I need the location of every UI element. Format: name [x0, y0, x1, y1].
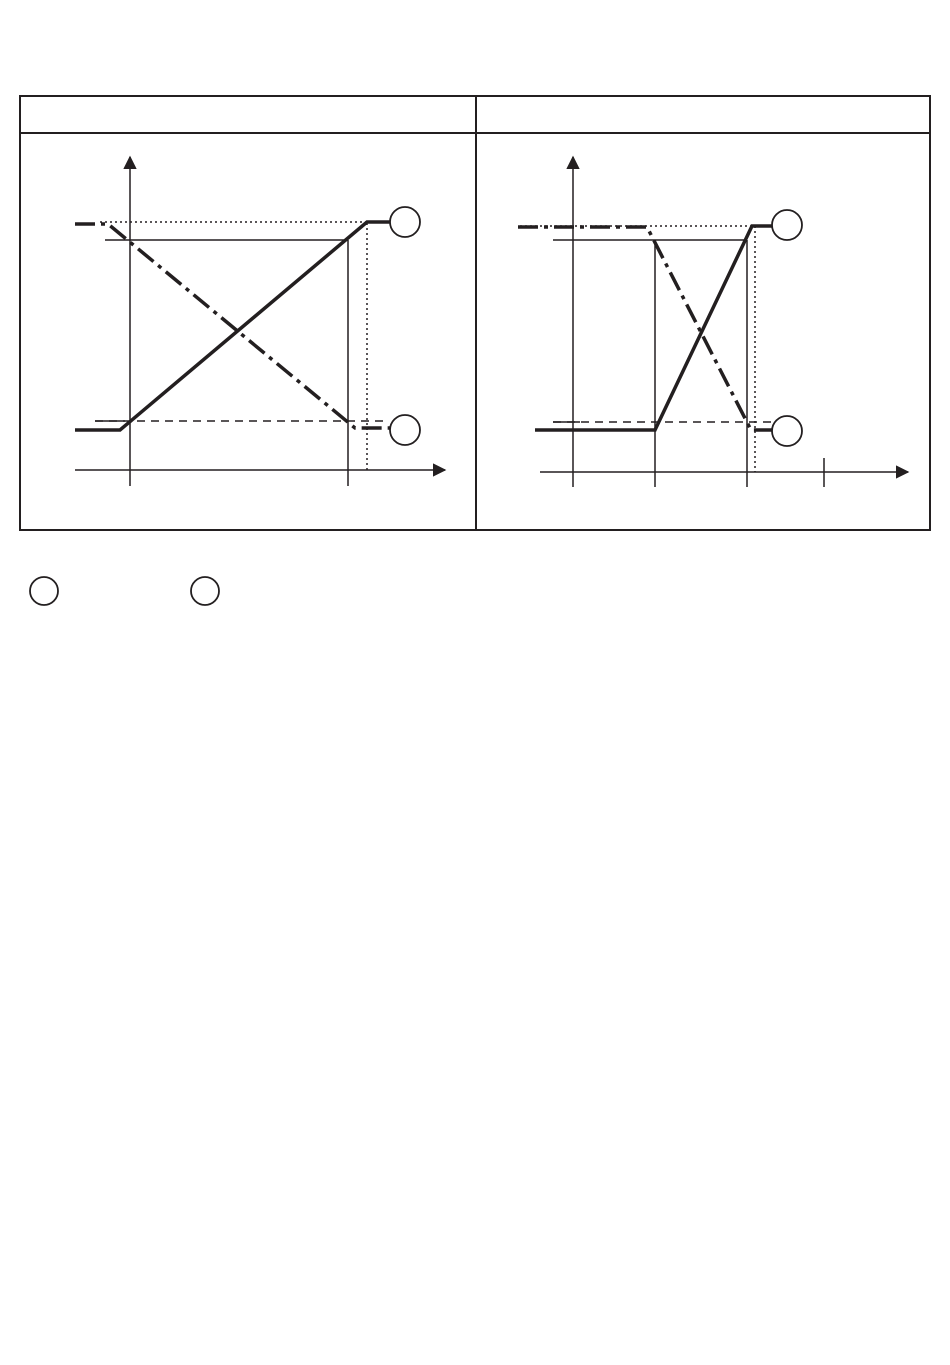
series-dashdot-right	[518, 227, 773, 430]
marker-top-right	[772, 210, 802, 240]
marker-bottom-right	[772, 416, 802, 446]
marker-top-left	[390, 207, 420, 237]
diagram-left	[75, 157, 445, 486]
legend	[30, 577, 219, 605]
marker-bottom-left	[390, 415, 420, 445]
series-dashdot-left	[75, 224, 390, 428]
table-frame	[20, 96, 930, 530]
diagram-right	[518, 157, 908, 487]
legend-marker-2	[191, 577, 219, 605]
legend-marker-1	[30, 577, 58, 605]
